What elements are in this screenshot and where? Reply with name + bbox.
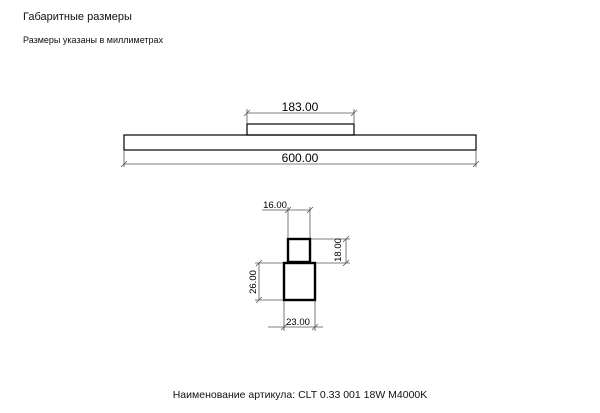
page-title: Габаритные размеры: [23, 11, 132, 23]
side-top-block: [288, 239, 310, 262]
dimension-16-label: 16.00: [263, 200, 287, 211]
front-main-bar: [124, 135, 476, 150]
dimension-23-label: 23.00: [286, 317, 310, 328]
dimension-26-label: 26.00: [248, 270, 259, 294]
dimension-600: [121, 150, 479, 167]
dimension-600-label: 600.00: [281, 151, 319, 165]
dimension-18-label: 18.00: [333, 238, 344, 262]
article-name: Наименование артикула: CLT 0.33 001 18W M4000K: [172, 389, 428, 401]
dimension-26: [248, 260, 283, 303]
page-subtitle: Размеры указаны в миллиметрах: [23, 35, 164, 45]
front-top-block: [247, 124, 354, 135]
side-body: [284, 263, 315, 300]
dimension-23: [268, 301, 323, 331]
dimension-183-label: 183.00: [281, 100, 319, 114]
dimension-18: [311, 236, 350, 266]
side-view: [248, 200, 350, 331]
front-view: [121, 100, 479, 167]
dimension-16: [262, 200, 313, 238]
dimension-183: [244, 100, 357, 124]
